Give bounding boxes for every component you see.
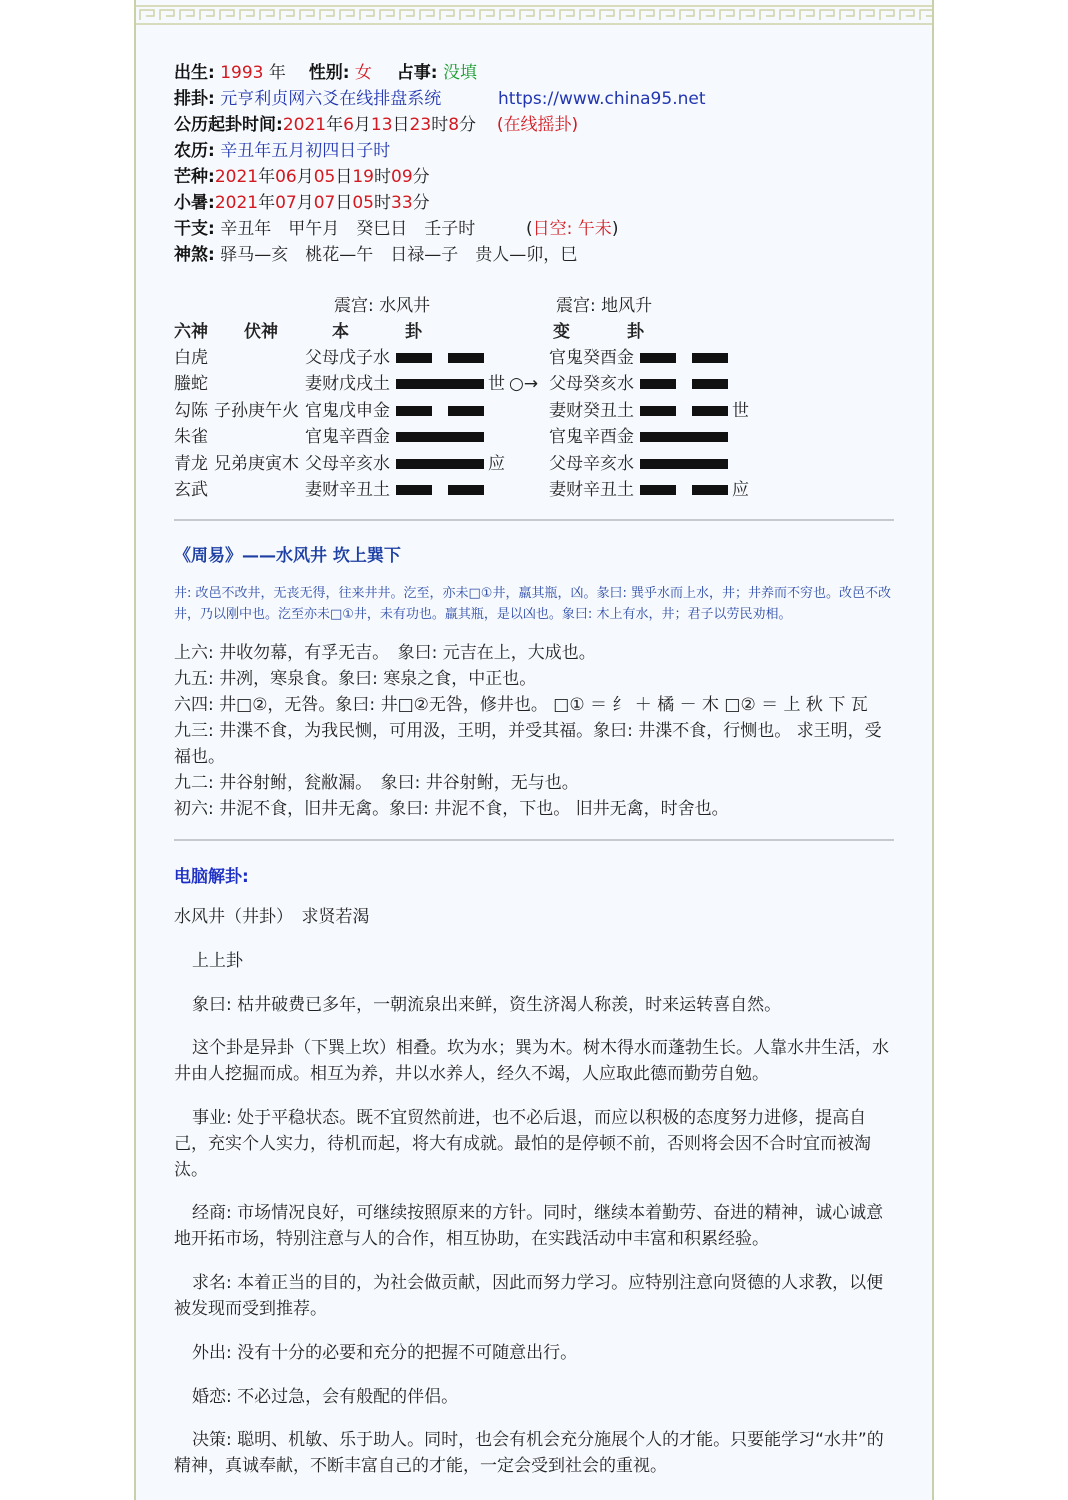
xiaoshu-part: 2021 — [214, 193, 259, 213]
birth-year: 1993 — [220, 63, 264, 83]
yang-line-icon — [640, 432, 728, 442]
time-row — [174, 112, 894, 138]
yao-text-line: 九三: 井渫不食，为我民恻，可用汲，王明，并受其福。象曰: 井渫不食，行恻也。 求王明，受福也。 — [174, 721, 882, 767]
time-part: 23 — [409, 115, 432, 135]
bian-gua-line-icon — [640, 478, 728, 502]
divider — [174, 839, 894, 841]
shi-ying-mark: 世 — [732, 400, 749, 421]
yao-text-line: 上六: 井收勿幕，有孚无吉。 象曰: 元吉在上，大成也。 — [174, 643, 596, 663]
mangzhong-part: 09 — [391, 167, 413, 187]
yao-text-line: 九二: 井谷射鲋，瓮敝漏。 象曰: 井谷射鲋，无与也。 — [174, 773, 579, 793]
mangzhong-part: 06 — [275, 167, 297, 187]
time-part: 2021 — [282, 115, 327, 135]
liushen-cell: 勾陈 — [174, 400, 208, 421]
jiegua-para: 事业: 处于平稳状态。既不宜贸然前进，也不必后退，而应以积极的态度努力进修，提高自己，充实个人实力，待机而起，将大有成就。最怕的是停顿不前，否则将会因不合时宜而被淘汰。 — [174, 1108, 871, 1180]
ben-gua-yao-label: 官鬼戊申金 — [305, 400, 390, 421]
yin-line-icon — [396, 406, 484, 416]
mangzhong-part: 月 — [296, 167, 314, 187]
bian-gua-line-icon — [640, 425, 728, 449]
yin-line-icon — [640, 379, 728, 389]
ben-gua-palace: 震宫: 水风井 — [334, 296, 431, 316]
zhouyi-description: 井: 改邑不改井，无丧无得，往来井井。汔至，亦未□①井，羸其瓶，凶。彖曰: 巽乎水而上水，井；井养而不穷也。改邑不改井，乃以刚中也。汔至亦未□①井，未有功也。羸其瓶，是以凶也。象曰: 木上有水，井；君子以劳民劝相。 — [174, 586, 891, 622]
mangzhong-row — [174, 164, 894, 190]
fushen-cell: 兄弟庚寅木 — [214, 453, 299, 474]
fushen-cell: 子孙庚午火 — [214, 400, 299, 421]
decorative-border-icon — [134, 4, 934, 26]
jiegua-title: 电脑解卦: — [174, 867, 249, 887]
yang-line-icon — [396, 432, 484, 442]
jiegua-para: 外出: 没有十分的必要和充分的把握不可随意出行。 — [192, 1343, 578, 1363]
shensha-label: 神煞: — [174, 245, 215, 265]
header-ben-2: 卦 — [405, 322, 422, 342]
shi-ying-mark: 世 — [488, 374, 505, 395]
paigua-label: 排卦: — [174, 89, 215, 109]
yang-line-icon — [396, 459, 484, 469]
matter-label: 占事: — [396, 63, 438, 83]
xiaoshu-part: 分 — [412, 193, 430, 213]
liushen-cell: 螣蛇 — [174, 374, 208, 395]
time-mode: (在线摇卦) — [496, 115, 579, 135]
xiaoshu-part: 07 — [313, 193, 336, 213]
header-info — [174, 60, 894, 268]
yao-text-line: 九五: 井冽，寒泉食。象曰: 寒泉之食，中正也。 — [174, 669, 537, 689]
paigua-system-link[interactable]: 元亨利贞网六爻在线排盘系统 — [220, 89, 442, 109]
ben-gua-line-icon — [396, 425, 484, 449]
bian-gua-line-icon — [640, 346, 728, 370]
xiaoshu-part: 时 — [374, 193, 391, 213]
birth-unit: 年 — [268, 63, 286, 83]
xiaoshu-part: 07 — [275, 193, 297, 213]
mangzhong-part: 时 — [374, 167, 391, 187]
mangzhong-part: 05 — [313, 167, 336, 187]
lunar-row — [174, 138, 894, 164]
time-part: 6 — [343, 115, 354, 135]
jiegua-level: 上上卦 — [192, 951, 243, 971]
time-part: 月 — [353, 115, 371, 135]
ben-gua-line-icon — [396, 346, 484, 370]
rikong-close: ) — [611, 219, 619, 239]
xiaoshu-row — [174, 190, 894, 216]
xiaoshu-part: 年 — [258, 193, 276, 213]
zhouyi-lines — [174, 640, 894, 822]
birth-label: 出生: — [174, 63, 215, 83]
bian-gua-yao-label: 妻财辛丑土 — [549, 480, 634, 500]
ganzhi-row — [174, 216, 894, 242]
mangzhong-part: 2021 — [214, 167, 259, 187]
ganzhi-label: 干支: — [174, 219, 215, 239]
time-part: 13 — [370, 115, 393, 135]
shensha-value: 驿马—亥 桃花—午 日禄—子 贵人—卯，巳 — [220, 245, 578, 265]
rikong-open: ( — [526, 219, 533, 239]
jiegua-para: 象曰: 枯井破费已多年，一朝流泉出来鲜，资生济渴人称羡，时来运转喜自然。 — [192, 995, 782, 1015]
yao-text-line: 六四: 井□②，无咎。象曰: 井□②无咎，修井也。 □① ＝ 纟 ＋ 橘 － 木 □② ＝ 上 秋 下 瓦 — [174, 695, 868, 715]
yin-line-icon — [640, 485, 728, 495]
yin-line-icon — [640, 406, 728, 416]
yin-line-icon — [640, 353, 728, 363]
yin-line-icon — [396, 485, 484, 495]
liushen-cell: 白虎 — [174, 348, 208, 368]
yang-line-icon — [640, 459, 728, 469]
header-liushen: 六神 — [174, 322, 208, 342]
paigua-url-link[interactable]: https://www.china95.net — [498, 89, 706, 109]
rikong-value: 日空: 午未 — [532, 219, 612, 239]
mangzhong-part: 19 — [352, 167, 374, 187]
time-part: 年 — [326, 115, 344, 135]
time-part: 分 — [459, 115, 477, 135]
header-bian-2: 卦 — [627, 322, 644, 342]
bian-gua-line-icon — [640, 452, 728, 476]
bian-gua-yao-label: 官鬼辛酉金 — [549, 427, 634, 448]
moving-line-mark: ○→ — [509, 374, 539, 395]
ganzhi-value: 辛丑年 甲午月 癸巳日 壬子时 — [220, 219, 476, 239]
time-label: 公历起卦时间: — [174, 115, 283, 135]
bian-gua-yao-label: 妻财癸丑土 — [549, 400, 634, 421]
lunar-value: 辛丑年五月初四日子时 — [220, 141, 391, 161]
mangzhong-part: 年 — [258, 167, 276, 187]
time-part: 时 — [431, 115, 449, 135]
time-part: 8 — [448, 115, 460, 135]
jiegua-para: 这个卦是异卦（下巽上坎）相叠。坎为水；巽为木。树木得水而蓬勃生长。人靠水井生活，水井由人挖掘而成。相互为养，井以水养人，经久不竭，人应取此德而勤劳自勉。 — [174, 1038, 889, 1084]
xiaoshu-part: 月 — [296, 193, 314, 213]
jiegua-para: 决策: 聪明、机敏、乐于助人。同时，也会有机会充分施展个人的才能。只要能学习“水井”的精神，真诚奉献，不断丰富自己的才能，一定会受到社会的重视。 — [174, 1430, 884, 1476]
ben-gua-yao-label: 妻财戊戌土 — [305, 374, 390, 395]
liushen-cell: 玄武 — [174, 480, 208, 500]
paigua-row — [174, 86, 894, 112]
zhouyi-title: 《周易》——水风井 坎上巽下 — [174, 546, 401, 566]
ben-gua-yao-label: 父母辛亥水 — [305, 453, 390, 474]
ben-gua-line-icon — [396, 452, 484, 476]
jiegua-name: 水风井（井卦） 求贤若渴 — [174, 907, 370, 927]
gender-label: 性别: — [308, 63, 350, 83]
gender-value: 女 — [354, 63, 372, 83]
xiaoshu-part: 33 — [391, 193, 413, 213]
liushen-cell: 青龙 — [174, 453, 208, 474]
mangzhong-part: 分 — [412, 167, 430, 187]
bian-gua-yao-label: 父母辛亥水 — [549, 453, 634, 474]
yin-line-icon — [396, 353, 484, 363]
ben-gua-yao-label: 妻财辛丑土 — [305, 480, 390, 500]
matter-value: 没填 — [442, 63, 477, 83]
yang-line-icon — [396, 379, 484, 389]
shensha-row — [174, 242, 894, 268]
ben-gua-yao-label: 父母戊子水 — [305, 348, 390, 368]
header-ben-1: 本 — [332, 322, 349, 342]
bian-gua-line-icon — [640, 372, 728, 396]
xiaoshu-label: 小暑: — [174, 193, 215, 213]
bian-gua-yao-label: 官鬼癸酉金 — [549, 348, 634, 368]
shi-ying-mark: 应 — [488, 453, 505, 474]
ben-gua-yao-label: 官鬼辛酉金 — [305, 427, 390, 448]
jiegua-para: 求名: 本着正当的目的，为社会做贡献，因此而努力学习。应特别注意向贤德的人求教，以便被发现而受到推荐。 — [174, 1273, 884, 1319]
header-fushen: 伏神 — [244, 322, 278, 342]
bian-gua-palace: 震宫: 地风升 — [556, 296, 653, 316]
xiaoshu-part: 日 — [335, 193, 353, 213]
bian-gua-line-icon — [640, 399, 728, 423]
yao-text-line: 初六: 井泥不食，旧井无禽。象曰: 井泥不食，下也。 旧井无禽，时舍也。 — [174, 799, 729, 819]
bian-gua-yao-label: 父母癸亥水 — [549, 374, 634, 395]
mangzhong-part: 日 — [335, 167, 353, 187]
shi-ying-mark: 应 — [732, 480, 749, 500]
header-bian-1: 变 — [553, 322, 570, 342]
ben-gua-line-icon — [396, 399, 484, 423]
ben-gua-line-icon — [396, 372, 484, 396]
xiaoshu-part: 05 — [352, 193, 374, 213]
divider — [174, 519, 894, 521]
jiegua-para: 经商: 市场情况良好，可继续按照原来的方针。同时，继续本着勤劳、奋进的精神，诚心诚意地开拓市场，特别注意与人的合作，相互协助，在实践活动中丰富和积累经验。 — [174, 1203, 884, 1249]
mangzhong-label: 芒种: — [174, 167, 215, 187]
time-part: 日 — [392, 115, 410, 135]
birth-row — [174, 60, 894, 86]
jiegua-para: 婚恋: 不必过急，会有般配的伴侣。 — [192, 1387, 459, 1407]
lunar-label: 农历: — [174, 141, 215, 161]
ben-gua-line-icon — [396, 478, 484, 502]
liushen-cell: 朱雀 — [174, 427, 208, 448]
